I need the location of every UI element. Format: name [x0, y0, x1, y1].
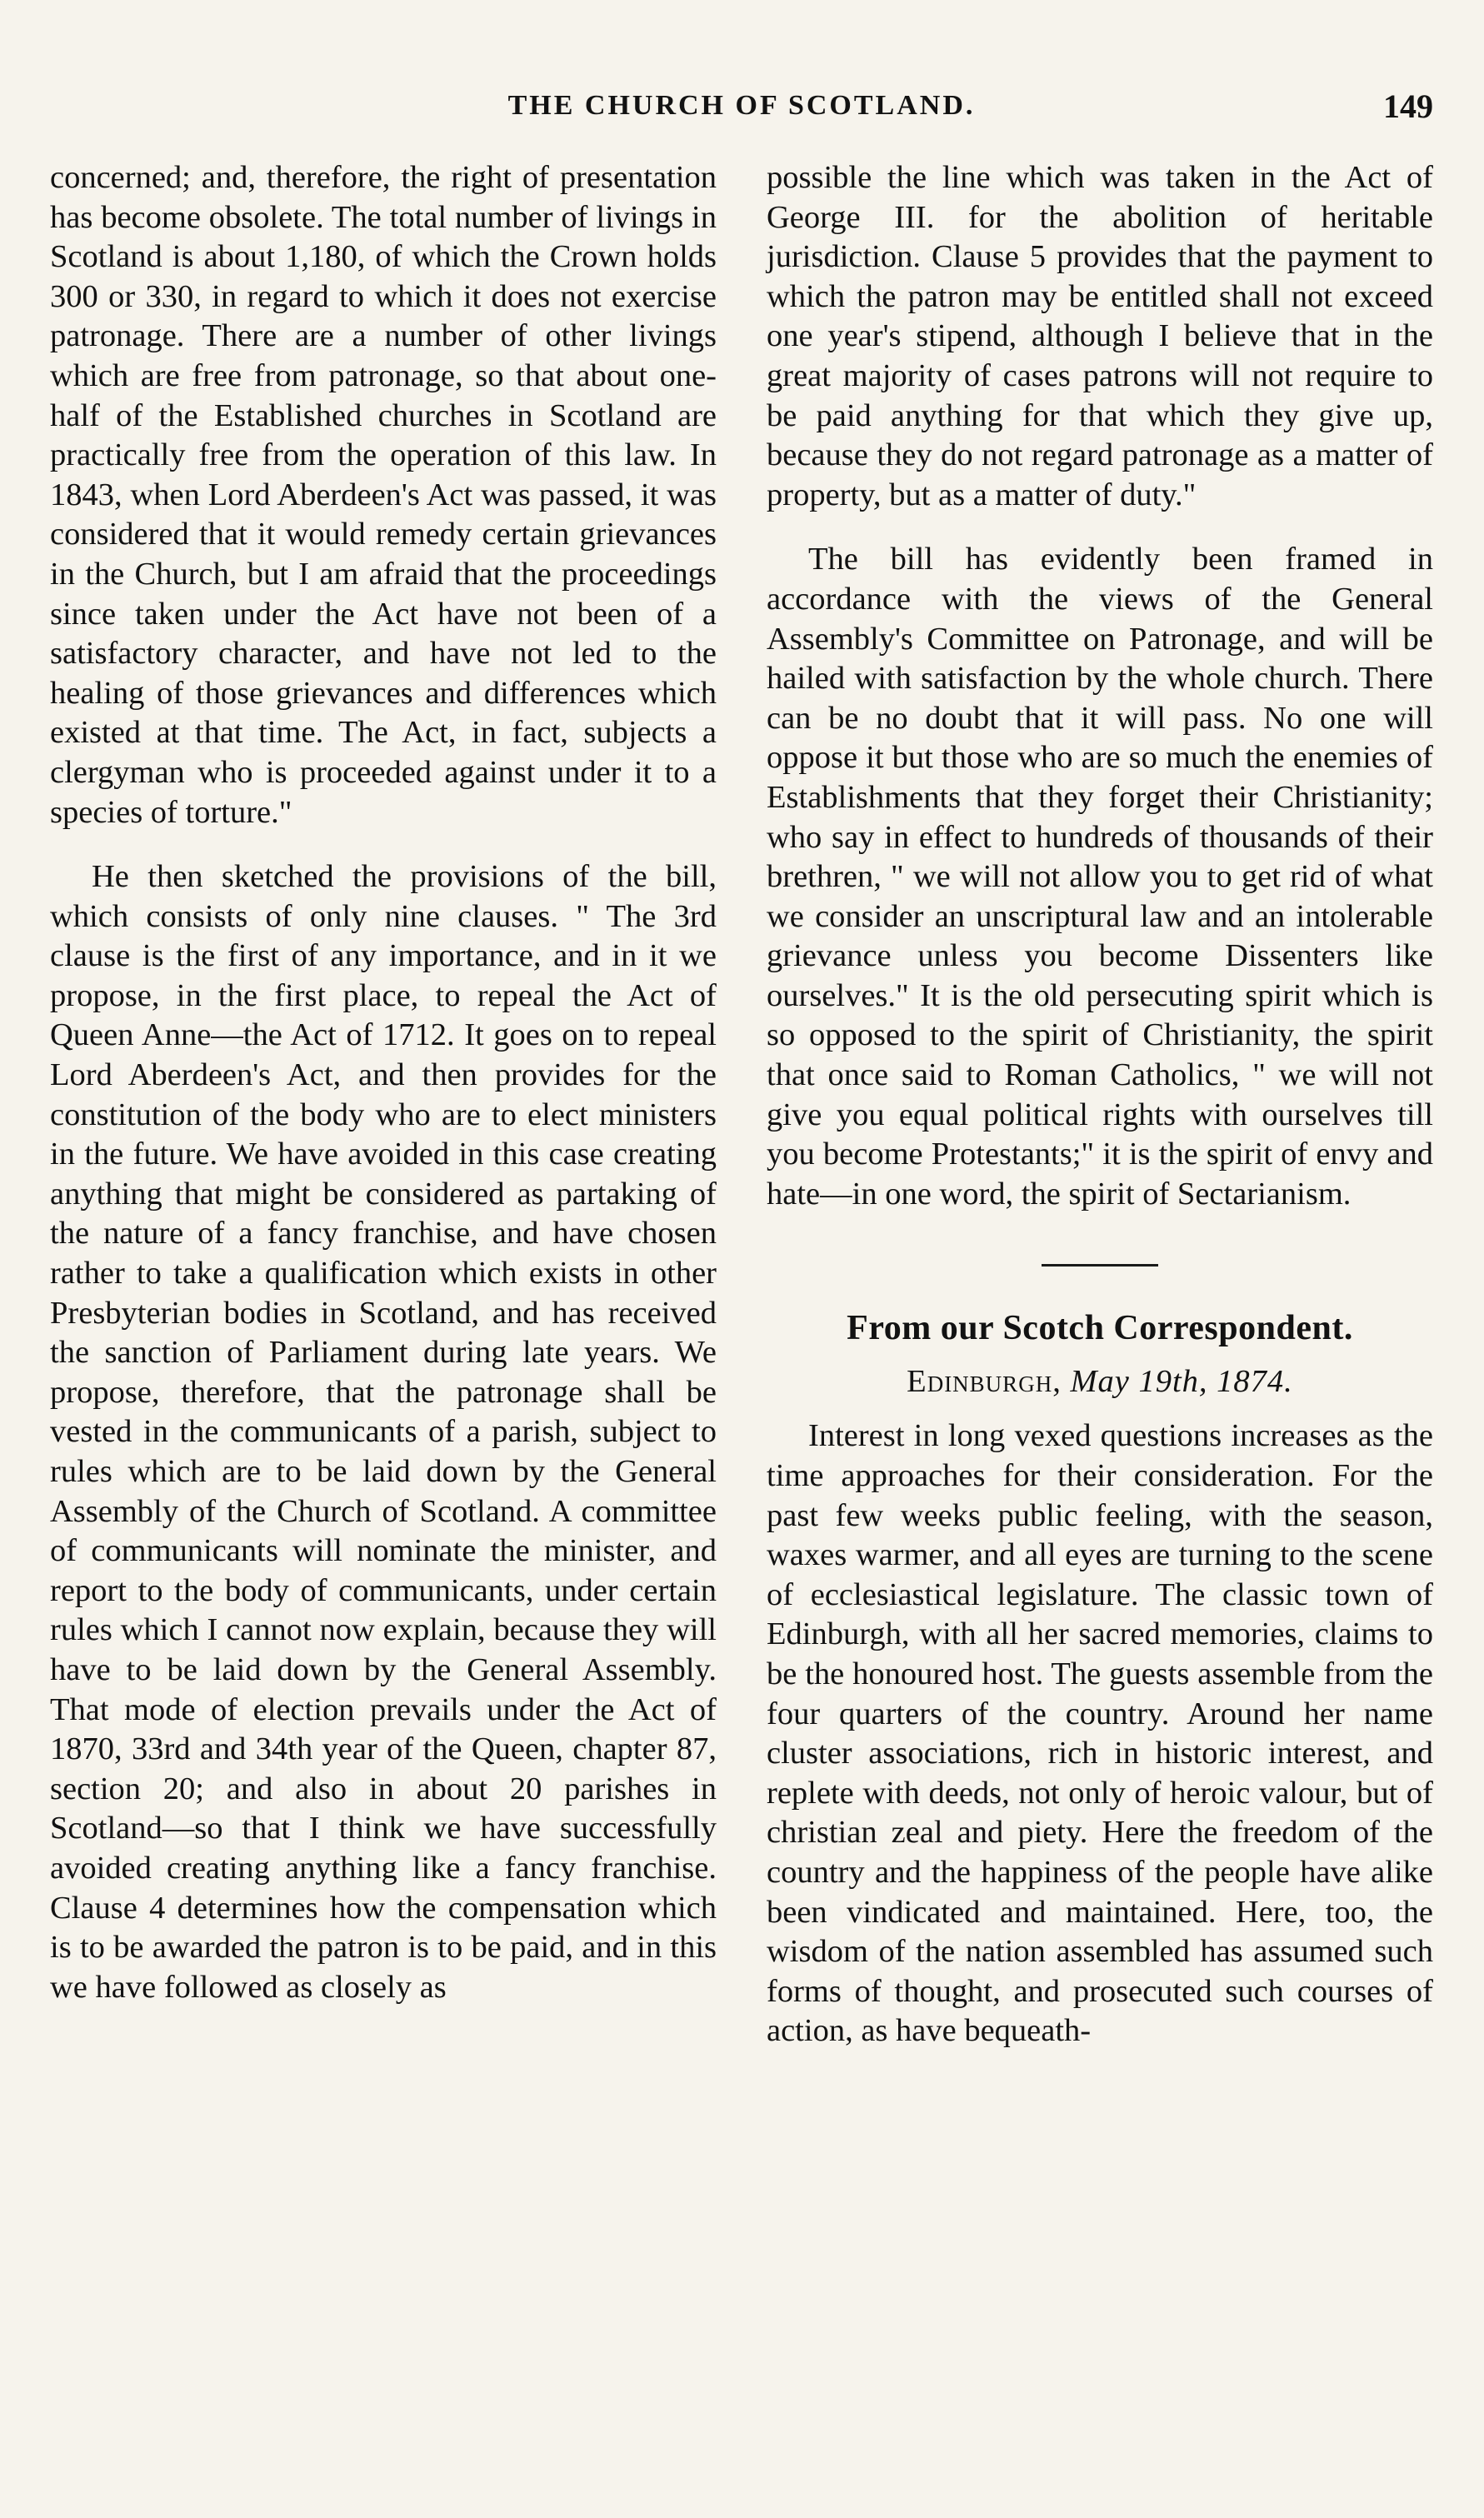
- dateline-place: Edinburgh,: [907, 1364, 1062, 1400]
- running-head: [50, 67, 1433, 142]
- book-page: [50, 67, 1433, 2483]
- right-column: [767, 158, 1433, 2076]
- dateline: [767, 1363, 1433, 1400]
- paragraph: Interest in long vexed questions increases as the time approaches for their consideration. For the past few weeks public feeling, with the season, waxes warmer, and all eyes are turning to the scene of ecclesiastical legislature. The classic town of Edinburgh, with all her sacred memories, claims to be the honoured host. The guests assemble from the four quarters of the country. Around her name cluster associations, rich in historic interest, and replete with deeds, not only of heroic valour, but of christian zeal and piety. Here the freedom of the country and the happiness of the people have alike been vindicated and maintained. Here, too, the wisdom of the nation assembled has assumed such forms of thought, and prosecuted such courses of action, as have bequeath-: [767, 1418, 1433, 2049]
- paragraph: possible the line which was taken in the Act of George III. for the abolition of heritable jurisdiction. Clause 5 provides that the payment to which the patron may be entitled shall not exceed one year's stipend, although I believe that in the great majority of cases patrons will not require to be paid anything for that which they give up, because they do not regard patronage as a matter of property, but as a matter of duty.": [767, 160, 1433, 512]
- section-divider: [1042, 1264, 1158, 1266]
- section-heading: From our Scotch Correspondent.: [847, 1309, 1353, 1348]
- text-columns: [50, 158, 1433, 2076]
- running-title: THE CHURCH OF SCOTLAND.: [507, 90, 976, 121]
- paragraph: The bill has evidently been framed in accordance with the views of the General Assembly's Committee on Patronage, and will be hailed with satisfaction by the whole church. There can be no doubt that it will pass. No one will oppose it but those who are so much the enemies of Establishments that they forget their Christianity; who say in effect to hundreds of thousands of their brethren, " we will not allow you to get rid of what we consider an unscriptural law and an intolerable grievance unless you become Dissenters like ourselves." It is the old persecuting spirit which is so opposed to the spirit of Christianity, the spirit that once said to Roman Catholics, " we will not give you equal political rights with ourselves till you become Protestants;" it is the spirit of envy and hate—in one word, the spirit of Sectarianism.: [767, 542, 1433, 1212]
- left-column: [50, 158, 717, 2076]
- paragraph: concerned; and, therefore, the right of presentation has become obsolete. The total number of livings in Scotland is about 1,180, of which the Crown holds 300 or 330, in regard to which it does not exercise patronage. There are a number of other livings which are free from patronage, so that about one-half of the Established churches in Scotland are practically free from the operation of this law. In 1843, when Lord Aberdeen's Act was passed, it was considered that it would remedy certain grievances in the Church, but I am afraid that the proceedings since taken under the Act have not been of a satisfactory character, and have not led to the healing of those grievances and differences which existed at that time. The Act, in fact, subjects a clergyman who is proceeded against under it to a species of torture.": [50, 160, 717, 830]
- dateline-date: May 19th, 1874.: [1070, 1364, 1293, 1400]
- paragraph: He then sketched the provisions of the bill, which consists of only nine clauses. " The 3rd clause is the first of any importance, and in it we propose, in the first place, to repeal the Act of Queen Anne—the Act of 1712. It goes on to repeal Lord Aberdeen's Act, and then provides for the constitution of the body who are to elect ministers in the future. We have avoided in this case creating anything that might be considered as partaking of the nature of a fancy franchise, and have chosen rather to take a qualification which exists in other Presbyterian bodies in Scotland, and has received the sanction of Parliament during late years. We propose, therefore, that the patronage shall be vested in the communicants of a parish, subject to rules which are to be laid down by the General Assembly of the Church of Scotland. A committee of communicants will nominate the minister, and report to the body of communicants, under certain rules which I cannot now explain, because they will have to be laid down by the General Assembly. That mode of election prevails under the Act of 1870, 33rd and 34th year of the Queen, chapter 87, section 20; and also in about 20 parishes in Scotland—so that I think we have successfully avoided creating anything like a fancy franchise. Clause 4 determines how the compensation which is to be awarded the patron is to be paid, and in this we have followed as closely as: [50, 859, 717, 2005]
- page-number: 149: [1383, 87, 1433, 125]
